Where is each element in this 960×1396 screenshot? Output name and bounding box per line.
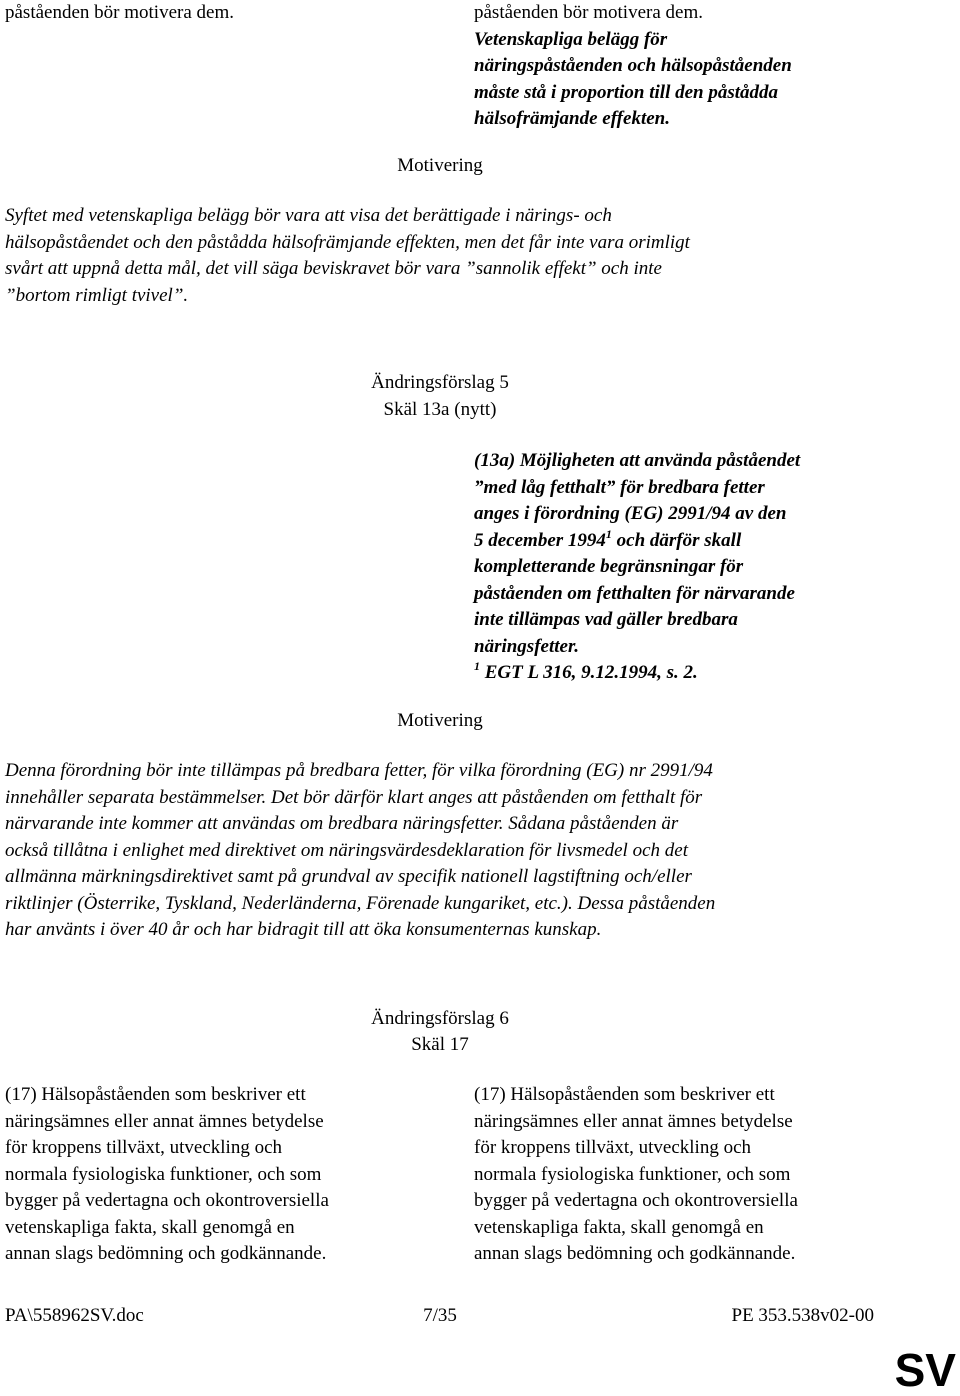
- amendment-6-right-line-6: vetenskapliga fakta, skall genomgå en: [474, 1216, 764, 1238]
- footnote-text: EGT L 316, 9.12.1994, s. 2.: [480, 662, 698, 683]
- amendment-5-line-4-pre: 5 december 1994: [474, 529, 606, 551]
- language-mark: SV: [894, 1344, 956, 1396]
- amendment-5-line-4: [474, 528, 914, 555]
- right-italic-line-1: Vetenskapliga belägg för: [474, 28, 668, 50]
- right-italic-line-2: näringspåståenden och hälsopåståenden: [474, 55, 792, 76]
- motivering-1-line-3: svårt att uppnå detta mål, det vill säga beviskravet bör vara ”sannolik effekt” och inte: [5, 258, 662, 279]
- amendment-6-right-line-4: normala fysiologiska funktioner, och som: [474, 1163, 791, 1185]
- amendment-6-left-line-1: (17) Hälsopåståenden som beskriver ett: [5, 1084, 306, 1105]
- amendment-6-right-line-5: bygger på vedertagna och okontroversiella: [474, 1190, 798, 1211]
- amendment-6-left-line-6: vetenskapliga fakta, skall genomgå en: [5, 1216, 295, 1238]
- motivering-2-line-2: innehåller separata bestämmelser. Det bör därför klart anges att påståenden om fetthalt för: [5, 786, 703, 808]
- footer-page-number: 7/35: [423, 1305, 457, 1326]
- amendment-6-left-text: [5, 1082, 425, 1268]
- footer-doc-ref: PA\558962SV.doc: [5, 1305, 144, 1326]
- motivering-2-line-1: Denna förordning bör inte tillämpas på bredbara fetter, för vilka förordning (EG) nr 2991/94: [5, 760, 713, 781]
- motivering-heading-2: Motivering: [397, 710, 483, 731]
- amendment-6-left-line-7: annan slags bedömning och godkännande.: [5, 1243, 327, 1264]
- footnote-mark: 1: [474, 659, 480, 673]
- amendment-6-right-line-2: näringsämnes eller annat ämnes betydelse: [474, 1110, 793, 1132]
- amendment-5-line-3: anges i förordning (EG) 2991/94 av den: [474, 503, 787, 524]
- amendment-6-subtitle: Skäl 17: [411, 1034, 469, 1055]
- right-column-fragment: påståenden bör motivera dem.: [474, 2, 703, 23]
- footnote-ref: 1: [605, 526, 612, 541]
- motivering-1-line-4: ”bortom rimligt tvivel”.: [5, 284, 189, 306]
- motivering-text-1: [5, 203, 885, 309]
- motivering-1-line-2: hälsopåståendet och den påstådda hälsofrämjande effekten, men det får inte vara orimligt: [5, 231, 690, 253]
- motivering-2-line-4: också tillåtna i enlighet med direktivet om näringsvärdesdeklaration för livsmedel och det: [5, 839, 688, 861]
- motivering-2-line-7: har använts i över 40 år och har bidragit till att öka konsumenternas kunskap.: [5, 919, 602, 940]
- amendment-6-right-text: [474, 1082, 914, 1268]
- amendment-6-left-line-4: normala fysiologiska funktioner, och som: [5, 1163, 322, 1185]
- amendment-6-title: Ändringsförslag 6: [371, 1008, 509, 1029]
- amendment-5-subtitle: Skäl 13a (nytt): [383, 399, 497, 420]
- motivering-heading-1: Motivering: [397, 155, 483, 176]
- amendment-6-right-line-1: (17) Hälsopåståenden som beskriver ett: [474, 1084, 775, 1105]
- amendment-5-text: [474, 448, 914, 687]
- amendment-5-line-2: ”med låg fetthalt” för bredbara fetter: [474, 476, 765, 498]
- amendment-6-left-line-2: näringsämnes eller annat ämnes betydelse: [5, 1110, 324, 1132]
- motivering-2-line-6: riktlinjer (Österrike, Tyskland, Nederländerna, Förenade kungariket, etc.). Dessa påståenden: [5, 892, 716, 914]
- amendment-6-left-line-5: bygger på vedertagna och okontroversiella: [5, 1190, 329, 1211]
- amendment-5-title: Ändringsförslag 5: [371, 372, 509, 393]
- amendment-6-right-line-3: för kroppens tillväxt, utveckling och: [474, 1137, 752, 1158]
- right-italic-line-3: måste stå i proportion till den påstådda: [474, 81, 779, 103]
- amendment-5-line-8: näringsfetter.: [474, 635, 580, 657]
- motivering-text-2: [5, 758, 885, 944]
- right-column-fragment-block: [474, 0, 914, 133]
- amendment-5-line-5: kompletterande begränsningar för: [474, 556, 744, 577]
- footnote: [474, 660, 914, 687]
- amendment-6-left-line-3: för kroppens tillväxt, utveckling och: [5, 1137, 283, 1158]
- amendment-6-right-line-7: annan slags bedömning och godkännande.: [474, 1243, 796, 1264]
- motivering-2-line-5: allmänna märkningsdirektivet samt på grundval av specifik nationell lagstiftning och/eller: [5, 866, 692, 887]
- left-column-fragment: påståenden bör motivera dem.: [5, 2, 234, 23]
- amendment-5-line-6: påståenden om fetthalten för närvarande: [474, 582, 795, 604]
- amendment-5-line-7: inte tillämpas vad gäller bredbara: [474, 609, 738, 630]
- motivering-1-line-1: Syftet med vetenskapliga belägg bör vara att visa det berättigade i närings- och: [5, 205, 612, 226]
- right-italic-line-4: hälsofrämjande effekten.: [474, 108, 670, 129]
- amendment-5-line-4-post: och därför skall: [611, 529, 742, 551]
- motivering-2-line-3: närvarande inte kommer att användas om bredbara näringsfetter. Sådana påståenden är: [5, 813, 679, 834]
- footer-pe-ref: PE 353.538v02-00: [731, 1305, 874, 1326]
- amendment-5-line-1: (13a) Möjligheten att använda påståendet: [474, 450, 801, 471]
